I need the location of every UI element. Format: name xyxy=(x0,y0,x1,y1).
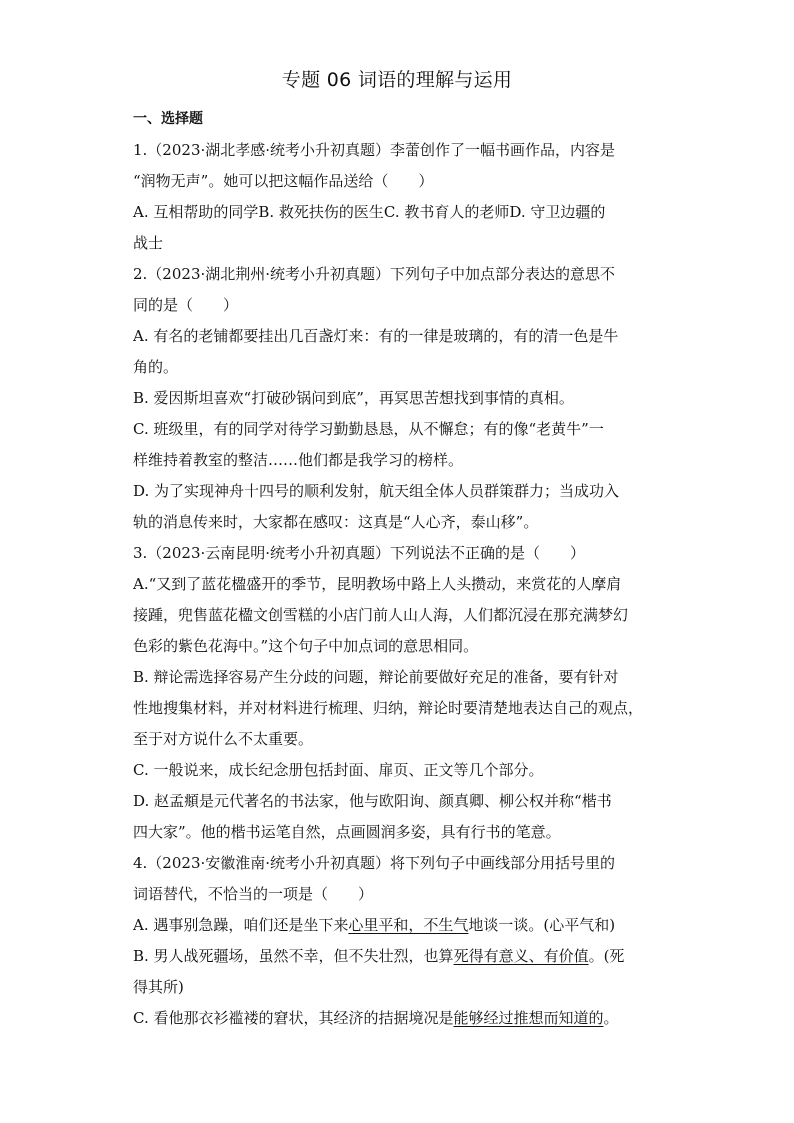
option-line: 性地搜集材料，并对材料进行梳理、归纳，辩论时要清楚地表达自己的观点， xyxy=(133,699,644,717)
option-line: 接踵，兜售蓝花楹文创雪糕的小店门前人山人海，人们都沉浸在那充满梦幻 xyxy=(133,606,629,624)
option-line xyxy=(133,1003,663,1034)
option-text: 。(死 xyxy=(588,947,625,965)
option-line: D. 赵孟頫是元代著名的书法家，他与欧阳询、颜真卿、柳公权并称“楷书 xyxy=(133,792,612,810)
question-line: “润物无声”。她可以把这幅作品送给（ ） xyxy=(133,172,434,190)
option-line: 轨的消息传来时，大家都在感叹：这真是“人心齐，泰山移”。 xyxy=(133,513,539,531)
option-line: A. 有名的老铺都要挂出几百盏灯来：有的一律是玻璃的，有的清一色是牛 xyxy=(133,327,619,345)
question-1 xyxy=(133,135,663,259)
question-line: 4.（2023·安徽淮南·统考小升初真题）将下列句子中画线部分用括号里的 xyxy=(133,854,616,872)
option-line: 得其所) xyxy=(133,978,184,996)
option-line: A. 互相帮助的同学B. 救死扶伤的医生C. 教书育人的老师D. 守卫边疆的 xyxy=(133,203,606,221)
question-2 xyxy=(133,259,663,538)
underlined-phrase: 心里平和，不生气 xyxy=(348,916,469,934)
question-line: 同的是（ ） xyxy=(133,296,239,314)
option-text: 。 xyxy=(603,1009,619,1027)
option-line: 至于对方说什么不太重要。 xyxy=(133,730,314,748)
option-line xyxy=(133,941,663,972)
option-text: C. 看他那衣衫褴褛的窘状，其经济的拮据境况是 xyxy=(133,1009,454,1027)
section-heading: 一、选择题 xyxy=(133,111,203,127)
page-title: 专题 06 词语的理解与运用 xyxy=(281,69,513,91)
option-line: C. 一般说来，成长纪念册包括封面、扉页、正文等几个部分。 xyxy=(133,761,544,779)
option-text: A. 遇事别急躁，咱们还是坐下来 xyxy=(133,916,349,934)
option-line: 角的。 xyxy=(133,358,179,376)
underlined-phrase: 能够经过推想而知道的 xyxy=(453,1009,604,1027)
question-4 xyxy=(133,848,663,1034)
underlined-phrase: 死得有意义、有价值 xyxy=(453,947,589,965)
option-line: D. 为了实现神舟十四号的顺利发射，航天组全体人员群策群力；当成功入 xyxy=(133,482,620,500)
option-text: 地谈一谈。(心平气和) xyxy=(468,916,616,934)
question-line: 3.（2023·云南昆明·统考小升初真题）下列说法不正确的是（ ） xyxy=(133,544,586,562)
option-line: B. 辩论需选择容易产生分歧的问题，辩论前要做好充足的准备，要有针对 xyxy=(133,668,619,686)
option-line: 样维持着教室的整洁……他们都是我学习的榜样。 xyxy=(133,451,464,469)
option-line: 四大家”。他的楷书运笔自然，点画圆润多姿，具有行书的笔意。 xyxy=(133,823,561,841)
question-line: 词语替代，不恰当的一项是（ ） xyxy=(133,885,374,903)
option-line: B. 爱因斯坦喜欢“打破砂锅问到底”，再冥思苦想找到事情的真相。 xyxy=(133,389,574,407)
question-line: 1.（2023·湖北孝感·统考小升初真题）李蕾创作了一幅书画作品，内容是 xyxy=(133,141,616,159)
option-line: 色彩的紫色花海中。”这个句子中加点词的意思相同。 xyxy=(133,637,479,655)
question-line: 2.（2023·湖北荆州·统考小升初真题）下列句子中加点部分表达的意思不 xyxy=(133,265,616,283)
option-line xyxy=(133,910,663,941)
question-content xyxy=(133,104,663,1034)
question-3 xyxy=(133,538,663,848)
option-line: C. 班级里，有的同学对待学习勤勤恳恳，从不懈怠；有的像“老黄牛”一 xyxy=(133,420,604,438)
option-text: B. 男人战死疆场，虽然不幸，但不失壮烈，也算 xyxy=(133,947,454,965)
option-line: A.“又到了蓝花楹盛开的季节，昆明教场中路上人头攒动，来赏花的人摩肩 xyxy=(133,575,622,593)
option-line: 战士 xyxy=(133,234,164,252)
